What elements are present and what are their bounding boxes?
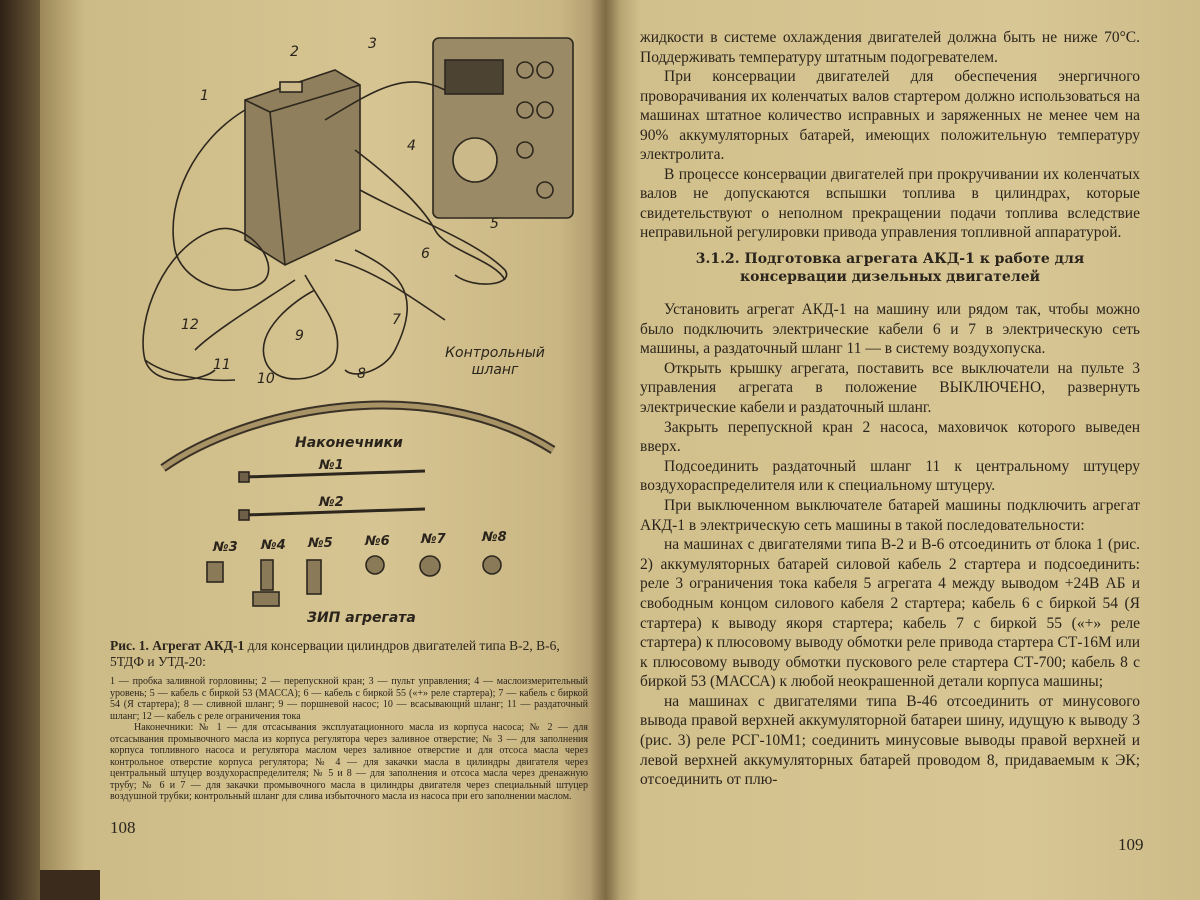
paragraph: Установить агрегат АКД-1 на машину или рядом так, чтобы можно было подключить электрические кабели 6 и 7 в электрическую сеть машины, а раздаточный шланг 11 — в систему воздухопуска. xyxy=(640,301,1140,358)
paragraph: на машинах с двигателями типа В-46 отсоединить от минусового вывода правой верхней аккумуляторной батареи шину, идущую к выводу 3 (рис. 3) реле РСГ-10М1; соединить минусовые выводы правой верхней и левой верхней аккумуляторных батарей проводом 8, придаваемым к ЭК; отсоединить от плю- xyxy=(640,692,1140,789)
figure-legend xyxy=(110,676,588,803)
tip-label-3: №3 xyxy=(213,540,238,555)
tip-label-4: №4 xyxy=(261,538,286,553)
paragraph: жидкости в системе охлаждения двигателей должна быть не ниже 70°С. Поддерживать температуру штатным подогревателем. xyxy=(640,29,1140,66)
paragraph: Закрыть перепускной кран 2 насоса, маховичок которого выведен вверх. xyxy=(640,418,1140,456)
callout-1: 1 xyxy=(200,88,209,104)
hose-label: Контрольный шланг xyxy=(445,345,545,378)
paragraph: При выключенном выключателе батарей машины подключить агрегат АКД-1 в электрическую сеть машины в такой последовательности: xyxy=(640,496,1140,534)
right-page-text-top xyxy=(640,28,1140,243)
page-number-left: 108 xyxy=(110,818,136,837)
callout-3: 3 xyxy=(368,36,377,52)
paragraph: Подсоединить раздаточный шланг 11 к центральному штуцеру воздухораспределителя или к специальному штуцеру. xyxy=(640,457,1140,495)
callout-6: 6 xyxy=(421,246,430,262)
right-page-text-main xyxy=(640,300,1140,790)
page-number-right: 109 xyxy=(1118,835,1144,854)
callout-4: 4 xyxy=(407,138,416,154)
callout-9: 9 xyxy=(295,328,304,344)
figure-akd1 xyxy=(95,30,585,630)
tip-label-6: №6 xyxy=(365,534,390,549)
paragraph: Открыть крышку агрегата, поставить все выключатели на пульте 3 управления агрегата в положение ВЫКЛЮЧЕНО, развернуть электрические кабели и раздаточный шланг. xyxy=(640,359,1140,416)
tip-label-1: №1 xyxy=(319,458,344,473)
figure-drawing xyxy=(95,30,585,630)
paragraph: В процессе консервации двигателей при прокручивании их коленчатых валов не допускаются вспышки топлива в цилиндрах, которые свидетельствуют о неполном прекращении подачи топлива вследствие неправильной регулировки привода управления топливной аппаратурой. xyxy=(640,165,1140,241)
zip-label: ЗИП агрегата xyxy=(307,610,416,626)
section-heading: 3.1.2. Подготовка агрегата АКД-1 к работе для консервации дизельных двигателей xyxy=(695,251,1085,285)
tip-label-8: №8 xyxy=(482,530,507,545)
paragraph: на машинах с двигателями типа В-2 и В-6 отсоединить от блока 1 (рис. 2) аккумуляторных батарей силовой кабель 2 стартера и подсоединить: реле 3 ограничения тока кабеля 5 агрегата 4 между выводом +24В АБ и свободным концом силового кабеля 2 стартера; кабель 6 с биркой 54 (Я стартера) к выводу якоря стартера; кабель 7 с биркой 55 («+» реле стартера) к плюсовому выводу обмотки реле привода стартера СТ-16М или к плюсовому выводу обмотки пускового реле стартера СТ-700; кабель 8 с биркой 53 (МАССА) к любой неокрашенной детали корпуса машины; xyxy=(640,536,1140,691)
callout-10: 10 xyxy=(257,371,275,387)
tips-title: Наконечники xyxy=(295,435,403,451)
cover-corner xyxy=(40,870,100,900)
figure-caption xyxy=(110,638,588,670)
caption-title: Рис. 1. Агрегат АКД-1 xyxy=(110,638,245,653)
callout-8: 8 xyxy=(357,366,366,382)
tip-label-2: №2 xyxy=(319,495,344,510)
tip-label-5: №5 xyxy=(308,536,333,551)
tip-label-7: №7 xyxy=(421,532,446,547)
callout-2: 2 xyxy=(290,44,299,60)
callout-11: 11 xyxy=(213,357,231,373)
caption-text: для консервации цилиндров двигателей типа В-2, В-6, 5ТДФ и УТД-20: xyxy=(110,638,560,669)
legend-tips: Наконечники: № 1 — для отсасывания эксплуатационного масла из корпуса насоса; № 2 — для отсасывания промывочного масла из корпуса регулятора через заливное отверстие; № 3 — для заполнения корпуса топливного насоса и регулятора маслом через заливное отверстие и для отсоса масла через контрольное отверстие корпуса регулятора; № 4 — для закачки масла в цилиндры двигателя через центральный штуцер воздухораспределителя; № 5 и 8 — для заполнения и отсоса масла через дренажную трубу; № 6 и 7 — для закачки промывочного масла в цилиндры двигателя через специальный штуцер воздушной трубки; контрольный шланг для слива избыточного масла из насоса при его заполнении маслом. xyxy=(110,722,588,802)
callout-5: 5 xyxy=(490,216,499,232)
book-gutter xyxy=(590,0,620,900)
callout-12: 12 xyxy=(181,317,199,333)
paragraph: При консервации двигателей для обеспечения энергичного проворачивания их коленчатых валов стартером должно использоваться на машинах штатное количество исправных и заряженных не менее чем на 90% аккумуляторных батарей, имеющих положительную температуру электролита. xyxy=(640,68,1140,163)
legend-parts: 1 — пробка заливной горловины; 2 — перепускной кран; 3 — пульт управления; 4 — маслоизмерительный уровень; 5 — кабель с биркой 53 (МАССА); 6 — кабель с биркой 55 («+» реле стартера); 7 — кабель с биркой 54 (Я стартера); 8 — сливной шланг; 9 — поршневой насос; 10 — всасывающий шланг; 11 — раздаточный шланг; 12 — кабель с реле ограничения тока xyxy=(110,676,588,722)
callout-7: 7 xyxy=(392,312,401,328)
book-edge xyxy=(0,0,40,900)
